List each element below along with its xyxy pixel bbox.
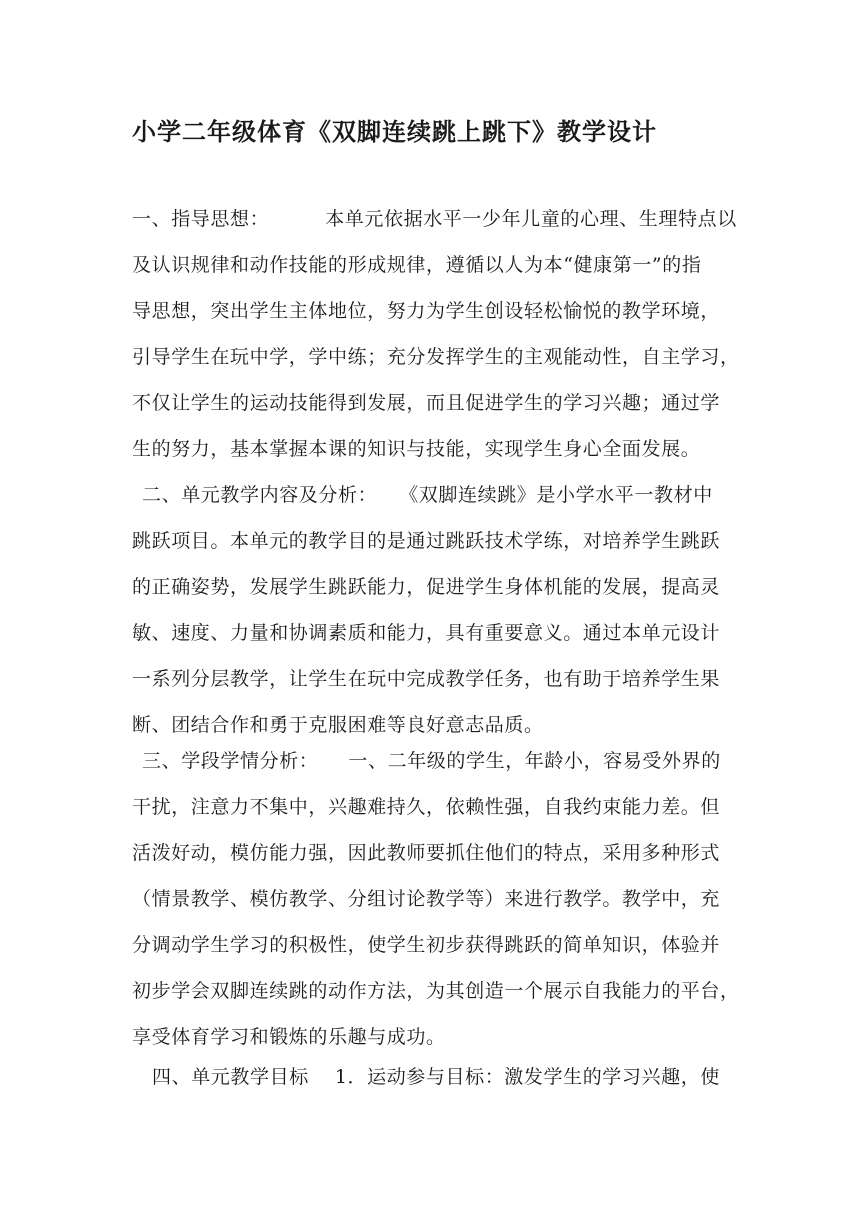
line-text: 一、二年级的学生，年龄小，容易受外界的	[348, 750, 721, 772]
line-text: 干扰，注意力不集中，兴趣难持久，依赖性强，自我约束能力差。但	[132, 796, 721, 818]
line-text: 一系列分层教学，让学生在玩中完成教学任务，也有助于培养学生果	[132, 668, 721, 690]
paragraph-line	[132, 664, 720, 691]
line-text: 享受体育学习和锻炼的乐趣与成功。	[132, 1026, 446, 1048]
paragraph-line	[132, 296, 720, 323]
paragraph-line	[132, 930, 720, 957]
paragraph-line	[132, 884, 720, 911]
paragraph-line	[132, 434, 700, 461]
line-text: 初步学会双脚连续跳的动作方法，为其创造一个展示自我能力的平台，	[132, 980, 740, 1002]
section-heading-unit-content: 二、单元教学内容及分析：	[142, 484, 378, 506]
line-text: 导思想，突出学生主体地位，努力为学生创设轻松愉悦的教学环境，	[132, 300, 721, 322]
line-text: 断、团结合作和勇于克服困难等良好意志品质。	[132, 714, 544, 736]
line-text: 活泼好动，模仿能力强，因此教师要抓住他们的特点，采用多种形式	[132, 842, 721, 864]
paragraph-line	[152, 1062, 720, 1089]
paragraph-line	[142, 480, 713, 507]
line-text: 敏、速度、力量和协调素质和能力，具有重要意义。通过本单元设计	[132, 622, 721, 644]
line-text: 生的努力，基本掌握本课的知识与技能，实现学生身心全面发展。	[132, 438, 701, 460]
paragraph-line	[132, 792, 720, 819]
paragraph-line	[132, 1022, 446, 1049]
section-heading-unit-goals: 四、单元教学目标	[152, 1066, 309, 1088]
line-text: （情景教学、模仿教学、分组讨论教学等）来进行教学。教学中，充	[132, 888, 721, 910]
paragraph-line	[132, 618, 720, 645]
line-text: 不仅让学生的运动技能得到发展，而且促进学生的学习兴趣；通过学	[132, 392, 721, 414]
line-text: 《双脚连续跳》是小学水平一教材中	[399, 484, 713, 506]
paragraph-line	[132, 250, 701, 277]
paragraph-line	[132, 976, 740, 1003]
paragraph-line	[132, 572, 720, 599]
line-text: 分调动学生学习的积极性，使学生初步获得跳跃的简单知识，体验并	[132, 934, 721, 956]
paragraph-line	[132, 388, 720, 415]
paragraph-line	[142, 746, 721, 773]
paragraph-line	[132, 342, 740, 369]
line-text: 1．运动参与目标：激发学生的学习兴趣，使	[334, 1066, 720, 1088]
paragraph-line	[132, 838, 720, 865]
line-text: 及认识规律和动作技能的形成规律，遵循以人为本“健康第一”的指	[132, 254, 702, 276]
line-text: 跳跃项目。本单元的教学目的是通过跳跃技术学练，对培养学生跳跃	[132, 530, 721, 552]
line-text: 本单元依据水平一少年儿童的心理、生理特点以	[325, 208, 737, 230]
paragraph-line	[132, 204, 737, 231]
paragraph-line	[132, 710, 544, 737]
line-text: 的正确姿势，发展学生跳跃能力，促进学生身体机能的发展，提高灵	[132, 576, 721, 598]
document-title: 小学二年级体育《双脚连续跳上跳下》教学设计	[132, 117, 657, 146]
paragraph-line	[132, 526, 720, 553]
section-heading-guiding-thought: 一、指导思想：	[132, 208, 270, 230]
section-heading-learner-analysis: 三、学段学情分析：	[142, 750, 319, 772]
line-text: 引导学生在玩中学，学中练；充分发挥学生的主观能动性，自主学习，	[132, 346, 740, 368]
